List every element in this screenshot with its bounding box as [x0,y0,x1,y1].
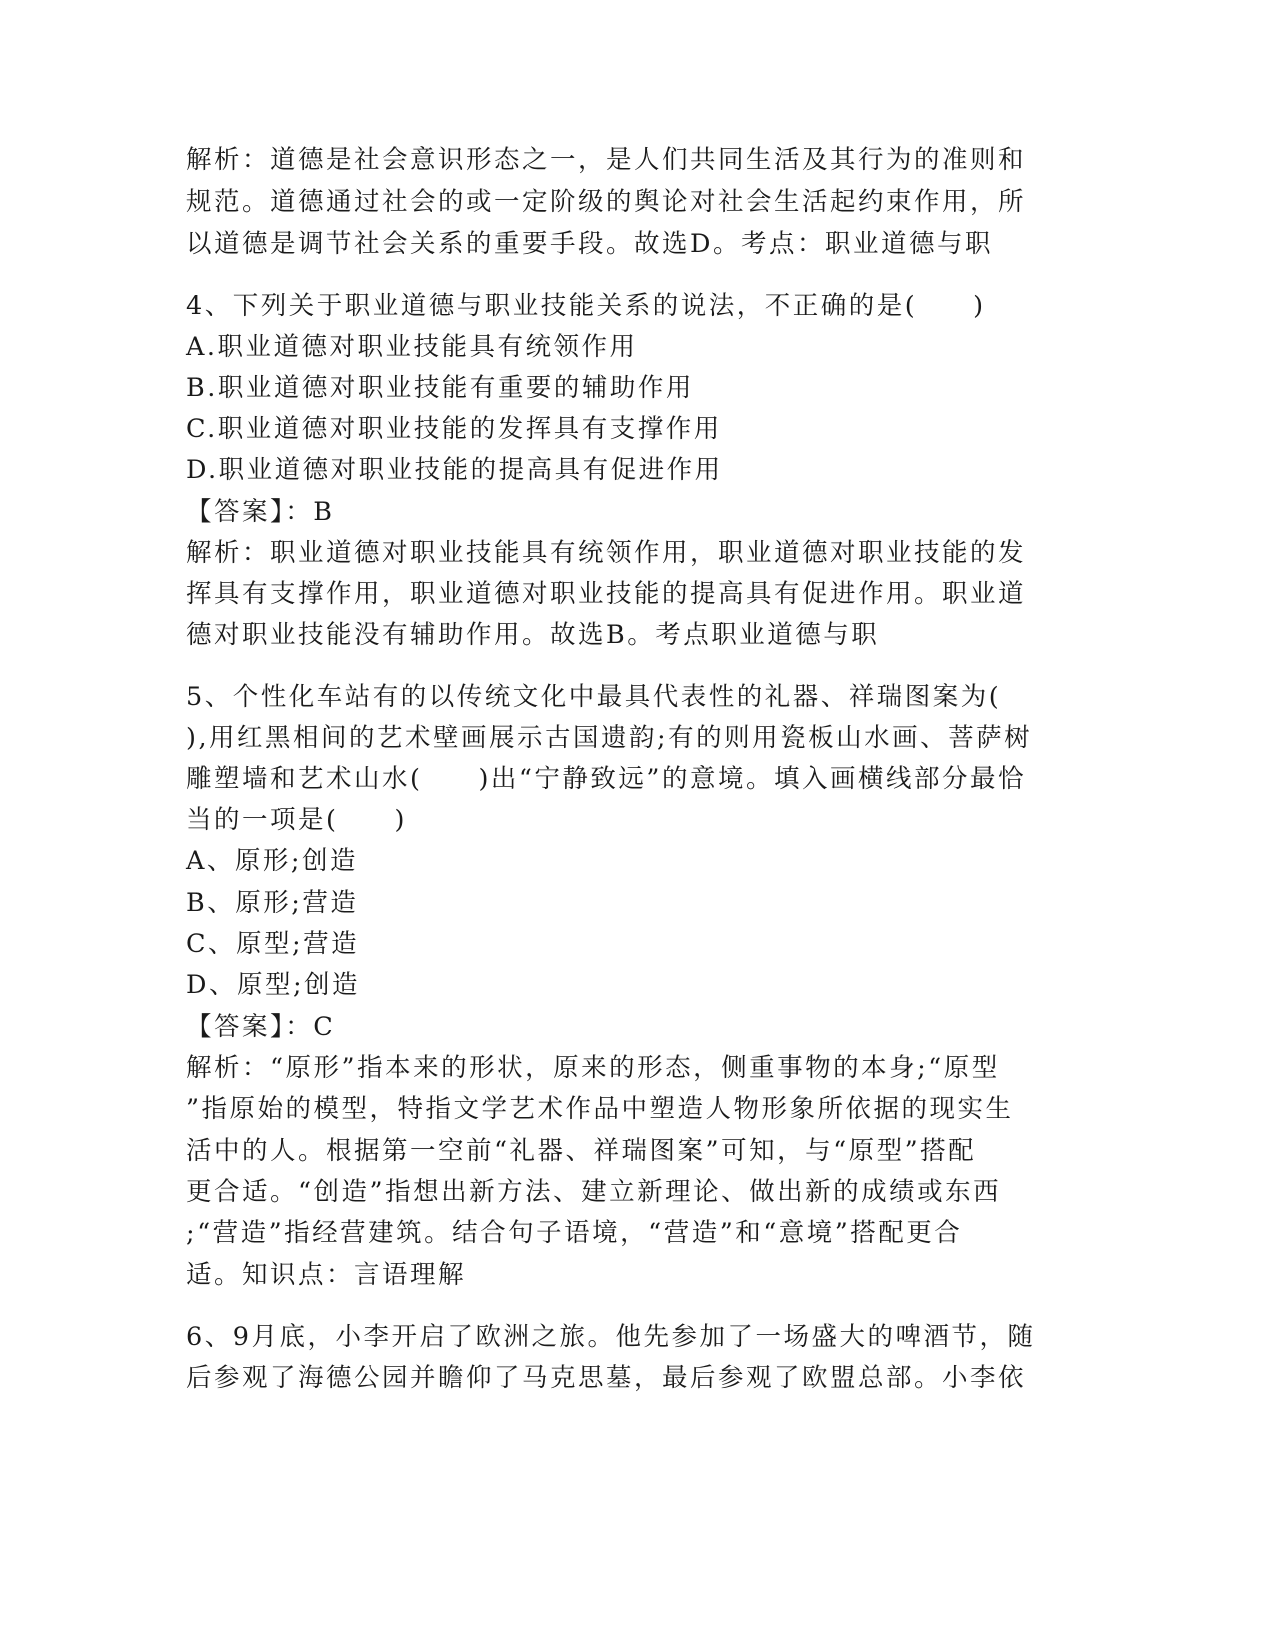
q5-stem-line-3: 雕塑墙和艺术山水( )出“宁静致远”的意境。填入画横线部分最恰 [186,764,1026,794]
q5-option-d: D、原型;创造 [186,970,361,1000]
q5-explanation-line-1: 解析：“原形”指本来的形状，原来的形态，侧重事物的本身;“原型 [186,1053,1000,1083]
q5-explanation-line-4: 更合适。“创造”指想出新方法、建立新理论、做出新的成绩或东西 [186,1177,1002,1207]
q4-answer: 【答案】：B [186,497,335,527]
q4-stem: 4、下列关于职业道德与职业技能关系的说法，不正确的是( ) [186,291,986,321]
q4-option-d: D.职业道德对职业技能的提高具有促进作用 [186,455,723,485]
q5-stem-line-4: 当的一项是( ) [186,805,407,835]
q5-explanation-line-2: ”指原始的模型，特指文学艺术作品中塑造人物形象所依据的现实生 [186,1094,1014,1124]
q5-answer: 【答案】：C [186,1012,336,1042]
q4-option-c: C.职业道德对职业技能的发挥具有支撑作用 [186,414,722,444]
q5-explanation-line-3: 活中的人。根据第一空前“礼器、祥瑞图案”可知，与“原型”搭配 [186,1136,977,1166]
q5-stem-line-2: ),用红黑相间的艺术壁画展示古国遗韵;有的则用瓷板山水画、菩萨树 [186,723,1033,753]
q4-explanation-line-1: 解析：职业道德对职业技能具有统领作用，职业道德对职业技能的发 [186,538,1027,568]
q6-stem-line-2: 后参观了海德公园并瞻仰了马克思墓，最后参观了欧盟总部。小李依 [186,1363,1027,1393]
q5-stem-line-1: 5、个性化车站有的以传统文化中最具代表性的礼器、祥瑞图案为( [186,682,1002,712]
q5-explanation-line-5: ;“营造”指经营建筑。结合句子语境，“营造”和“意境”搭配更合 [186,1218,963,1248]
q5-explanation-line-6: 适。知识点：言语理解 [186,1260,467,1290]
q4-explanation-line-3: 德对职业技能没有辅助作用。故选B。考点职业道德与职 [186,620,880,650]
q5-option-b: B、原形;营造 [186,888,359,918]
q4-option-a: A.职业道德对职业技能具有统领作用 [186,332,638,362]
q6-stem-line-1: 6、9月底，小李开启了欧洲之旅。他先参加了一场盛大的啤酒节，随 [186,1322,1036,1352]
q4-explanation-line-2: 挥具有支撑作用，职业道德对职业技能的提高具有促进作用。职业道 [186,579,1027,609]
q5-option-a: A、原形;创造 [186,846,359,876]
q4-option-b: B.职业道德对职业技能有重要的辅助作用 [186,373,694,403]
q5-option-c: C、原型;营造 [186,929,360,959]
q3-explanation-line-2: 规范。道德通过社会的或一定阶级的舆论对社会生活起约束作用，所 [186,187,1027,217]
q3-explanation-line-3: 以道德是调节社会关系的重要手段。故选D。考点：职业道德与职 [186,229,993,259]
q3-explanation-line-1: 解析：道德是社会意识形态之一，是人们共同生活及其行为的准则和 [186,145,1027,175]
